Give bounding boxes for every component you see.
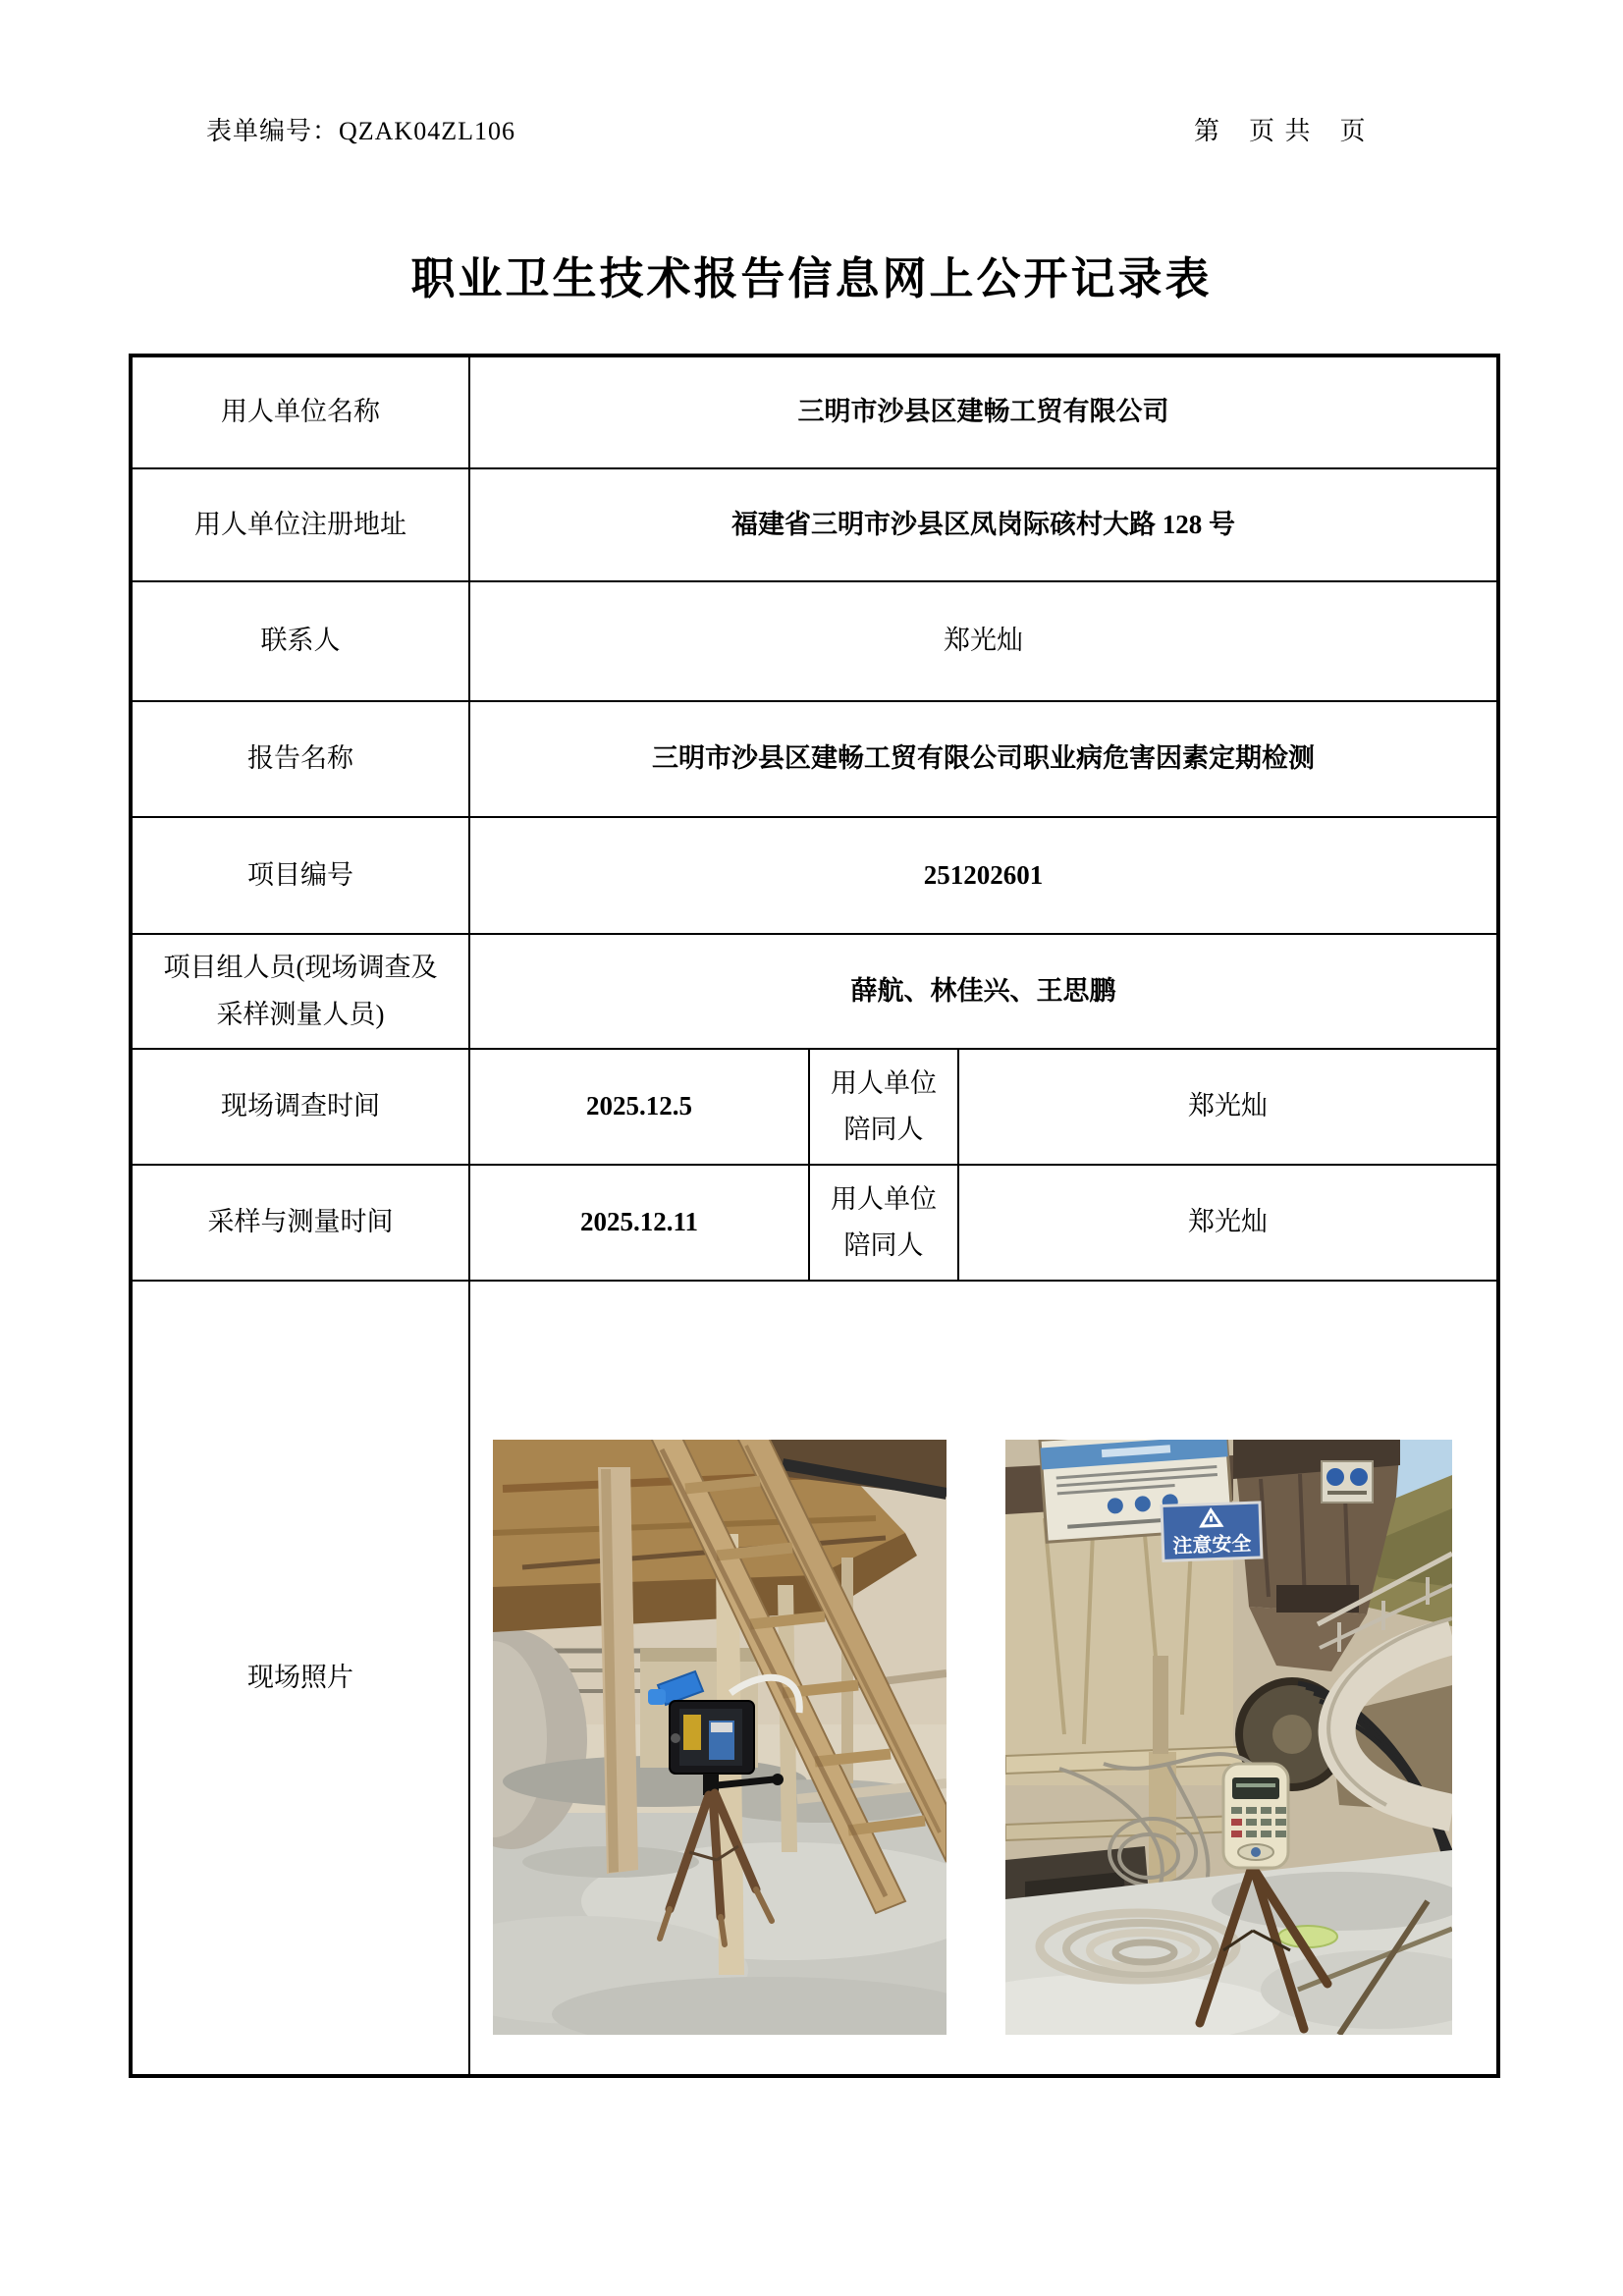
survey-date-label: 现场调查时间 <box>131 1049 469 1165</box>
project-number-value: 251202601 <box>469 817 1498 934</box>
sampling-date-value: 2025.12.11 <box>469 1165 809 1281</box>
employer-address-value: 福建省三明市沙县区凤岗际硋村大路 128 号 <box>469 468 1498 581</box>
table-row <box>131 934 1498 1049</box>
project-team-value: 薛航、林佳兴、王思鹏 <box>469 934 1498 1049</box>
contact-person-label: 联系人 <box>131 581 469 701</box>
site-photos-label: 现场照片 <box>131 1281 469 2076</box>
site-photos <box>478 1322 1488 2035</box>
table-row <box>131 1281 1498 2076</box>
site-photo-left <box>493 1440 947 2035</box>
page-number: 第 页 共 页 <box>1194 117 1368 145</box>
table-row <box>131 581 1498 701</box>
table-row <box>131 817 1498 934</box>
table-row <box>131 701 1498 817</box>
project-team-label: 项目组人员(现场调查及采样测量人员) <box>131 934 469 1049</box>
safety-sign-text: 注意安全 <box>1172 1532 1252 1558</box>
survey-companion-label: 用人单位陪同人 <box>809 1049 958 1165</box>
site-photo-right <box>1005 1440 1452 2035</box>
survey-companion-value: 郑光灿 <box>958 1049 1498 1165</box>
sampling-companion-value: 郑光灿 <box>958 1165 1498 1281</box>
sampling-date-label: 采样与测量时间 <box>131 1165 469 1281</box>
table-row <box>131 1165 1498 1281</box>
survey-date-value: 2025.12.5 <box>469 1049 809 1165</box>
employer-name-label: 用人单位名称 <box>131 355 469 468</box>
report-name-label: 报告名称 <box>131 701 469 817</box>
table-row <box>131 355 1498 468</box>
table-row <box>131 468 1498 581</box>
site-photos-cell <box>469 1281 1498 2076</box>
form-number: 表单编号：QZAK04ZL106 <box>206 117 515 145</box>
project-number-label: 项目编号 <box>131 817 469 934</box>
sampling-companion-label: 用人单位陪同人 <box>809 1165 958 1281</box>
contact-person-value: 郑光灿 <box>469 581 1498 701</box>
record-table <box>129 354 1500 2078</box>
employer-name-value: 三明市沙县区建畅工贸有限公司 <box>469 355 1498 468</box>
employer-address-label: 用人单位注册地址 <box>131 468 469 581</box>
page-title: 职业卫生技术报告信息网上公开记录表 <box>410 254 1213 303</box>
table-row <box>131 1049 1498 1165</box>
report-name-value: 三明市沙县区建畅工贸有限公司职业病危害因素定期检测 <box>469 701 1498 817</box>
